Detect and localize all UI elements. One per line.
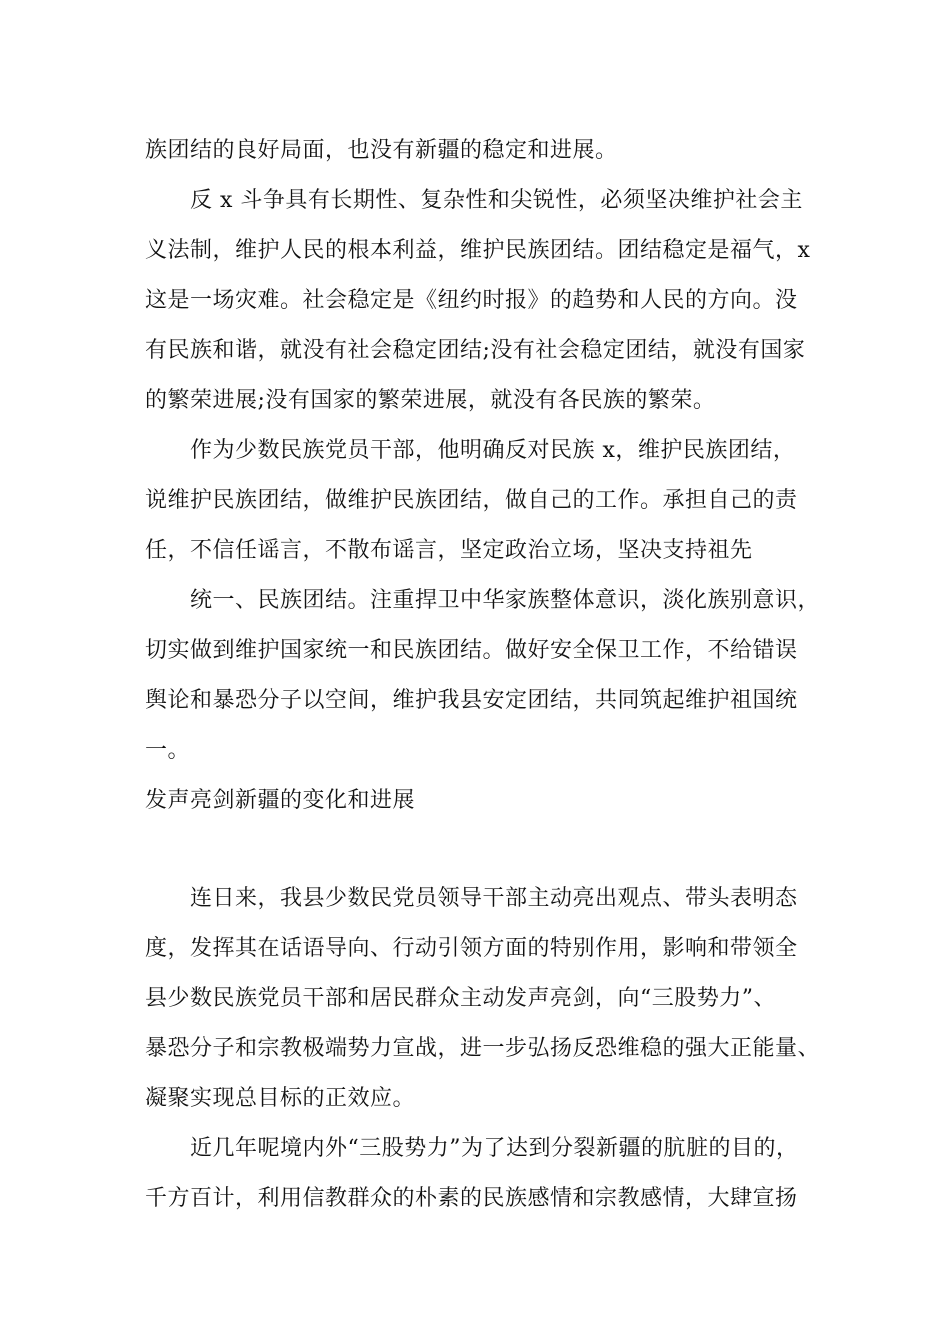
section-heading: 发声亮剑新疆的变化和进展	[145, 788, 416, 813]
text-line: 舆论和暴恐分子以空间，维护我县安定团结，共同筑起维护祖国统	[145, 688, 798, 713]
text-line: 义法制，维护人民的根本利益，维护民族团结。团结稳定是福气，x	[145, 238, 811, 263]
text-line: 反 x 斗争具有长期性、复杂性和尖锐性，必须坚决维护社会主	[190, 188, 803, 213]
text-line: 县少数民族党员干部和居民群众主动发声亮剑，向“三股势力”、	[145, 986, 776, 1011]
text-line: 说维护民族团结，做维护民族团结，做自己的工作。承担自己的责	[145, 488, 798, 513]
text-line: 千方百计，利用信教群众的朴素的民族感情和宗教感情，大肆宣扬	[145, 1186, 798, 1211]
text-line: 暴恐分子和宗教极端势力宣战，进一步弘扬反恐维稳的强大正能量、	[145, 1036, 821, 1061]
text-line: 一。	[145, 738, 191, 763]
text-line: 度，发挥其在话语导向、行动引领方面的特别作用，影响和带领全	[145, 936, 798, 961]
text-line: 切实做到维护国家统一和民族团结。做好安全保卫工作，不给错误	[145, 638, 798, 663]
text-line: 族团结的良好局面，也没有新疆的稳定和进展。	[145, 138, 618, 163]
text-line: 有民族和谐，就没有社会稳定团结;没有社会稳定团结，就没有国家	[145, 338, 806, 363]
text-line: 的繁荣进展;没有国家的繁荣进展，就没有各民族的繁荣。	[145, 388, 716, 413]
text-line: 作为少数民族党员干部，他明确反对民族 x，维护民族团结，	[190, 438, 796, 463]
text-line: 任，不信任谣言，不散布谣言，坚定政治立场，坚决支持祖先	[145, 538, 753, 563]
text-line: 连日来，我县少数民党员领导干部主动亮出观点、带头表明态	[190, 886, 798, 911]
text-line: 这是一场灾难。社会稳定是《纽约时报》的趋势和人民的方向。没	[145, 288, 798, 313]
text-line: 近几年呢境内外“三股势力”为了达到分裂新疆的肮脏的目的，	[190, 1136, 799, 1161]
text-line: 统一、民族团结。注重捍卫中华家族整体意识，淡化族别意识，	[190, 588, 821, 613]
text-line: 凝聚实现总目标的正效应。	[145, 1086, 416, 1111]
